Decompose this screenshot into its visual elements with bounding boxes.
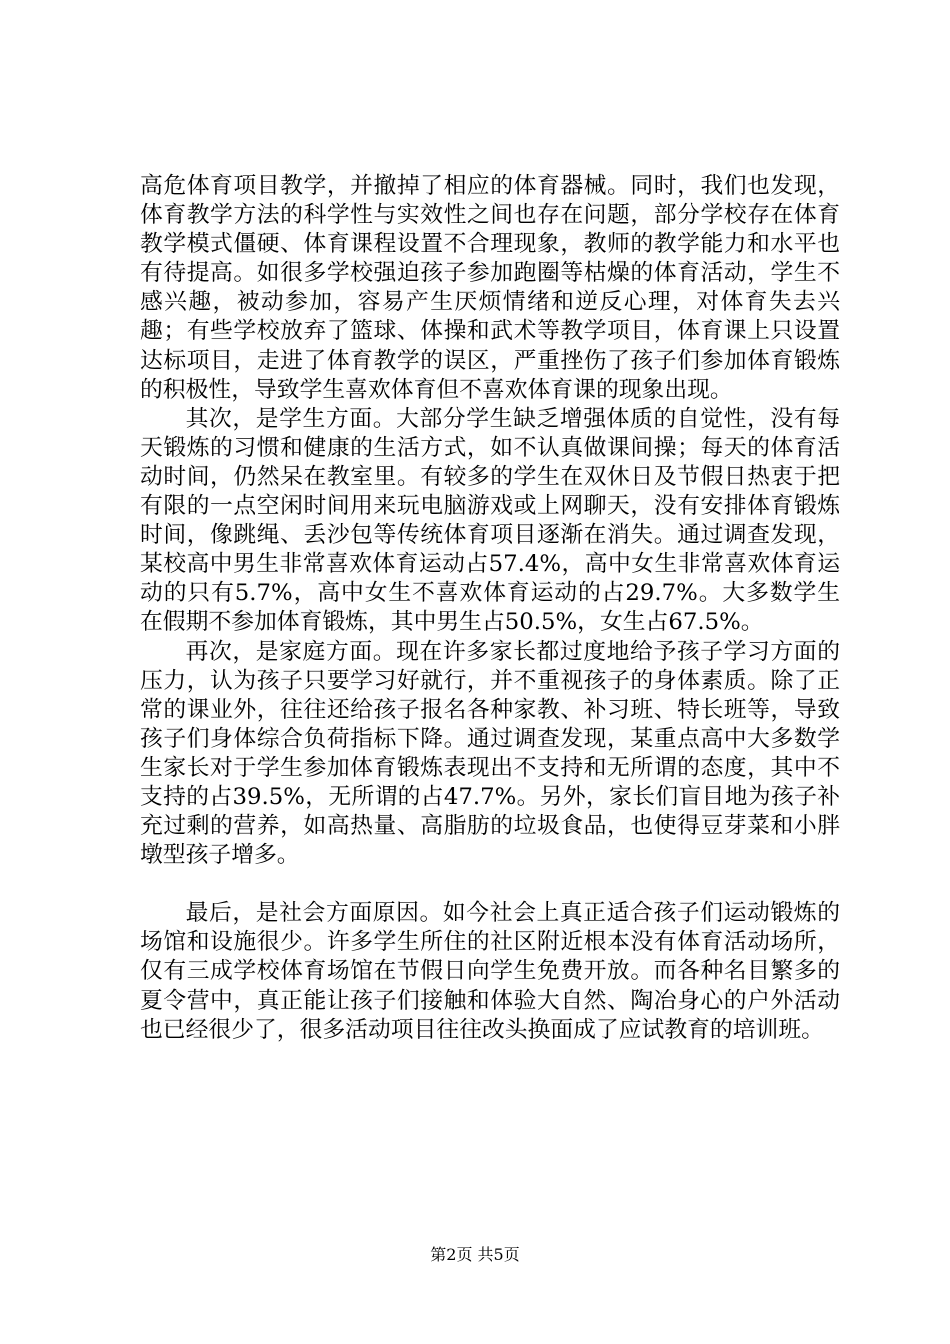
paragraph-society: 最后，是社会方面原因。如今社会上真正适合孩子们运动锻炼的场馆和设施很少。许多学生所住的社区附近根本没有体育活动场所，仅有三成学校体育场馆在节假日向学生免费开放。而各种名目繁多的夏令营中，真正能让孩子们接触和体验大自然、陶冶身心的户外活动也已经很少了，很多活动项目往往改头换面成了应试教育的培训班。 bbox=[140, 900, 840, 1043]
page-number: 第2页 共5页 bbox=[430, 1245, 520, 1264]
paragraph-continuation: 高危体育项目教学，并撤掉了相应的体育器械。同时，我们也发现，体育教学方法的科学性与实效性之间也存在问题，部分学校存在体育教学模式僵硬、体育课程设置不合理现象，教师的教学能力和水平也有待提高。如很多学校强迫孩子参加跑圈等枯燥的体育活动，学生不感兴趣，被动参加，容易产生厌烦情绪和逆反心理，对体育失去兴趣；有些学校放弃了篮球、体操和武术等教学项目，体育课上只设置达标项目，走进了体育教学的误区，严重挫伤了孩子们参加体育锻炼的积极性，导致学生喜欢体育但不喜欢体育课的现象出现。 bbox=[140, 173, 840, 403]
paragraph-students: 其次，是学生方面。大部分学生缺乏增强体质的自觉性，没有每天锻炼的习惯和健康的生活方式，如不认真做课间操；每天的体育活动时间，仍然呆在教室里。有较多的学生在双休日及节假日热衷于把有限的一点空闲时间用来玩电脑游戏或上网聊天，没有安排体育锻炼时间，像跳绳、丢沙包等传统体育项目逐渐在消失。通过调查发现，某校高中男生非常喜欢体育运动占57.4%，高中女生非常喜欢体育运动的只有5.7%，高中女生不喜欢体育运动的占29.7%。大多数学生在假期不参加体育锻炼，其中男生占50.5%，女生占67.5%。 bbox=[140, 405, 840, 636]
paragraph-family: 再次，是家庭方面。现在许多家长都过度地给予孩子学习方面的压力，认为孩子只要学习好就行，并不重视孩子的身体素质。除了正常的课业外，往往还给孩子报名各种家教、补习班、特长班等，导致孩子们身体综合负荷指标下降。通过调查发现，某重点高中大多数学生家长对于学生参加体育锻炼表现出不支持和无所谓的态度，其中不支持的占39.5%，无所谓的占47.7%。另外，家长们盲目地为孩子补充过剩的营养，如高热量、高脂肪的垃圾食品，也使得豆芽菜和小胖墩型孩子增多。 bbox=[140, 638, 840, 869]
document-body bbox=[140, 172, 840, 1045]
